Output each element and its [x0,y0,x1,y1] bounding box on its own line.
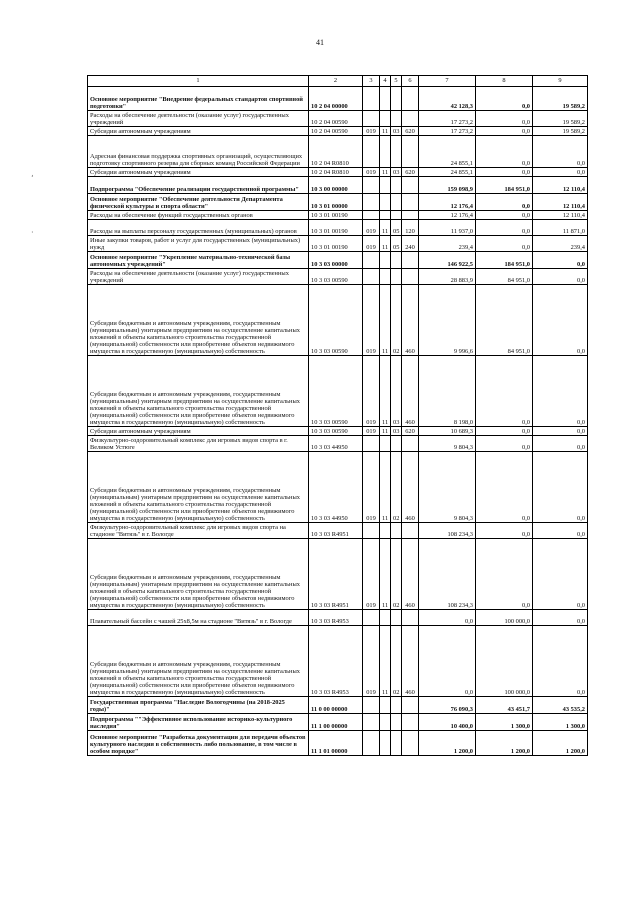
ministry-code: 019 [363,427,380,436]
expense-type-code [402,523,419,539]
target-code: 10 2 04 R0810 [309,136,363,168]
amount-year-1: 24 855,1 [419,136,476,168]
target-code: 10 3 03 00590 [309,269,363,285]
expense-type-code: 460 [402,356,419,427]
section-code: 11 [380,452,391,523]
amount-year-2: 0,0 [476,452,533,523]
column-header: 1 [88,76,309,87]
item-name: Расходы на обеспечение функций государственных органов [88,211,309,220]
table-row [88,731,588,756]
expense-type-code [402,136,419,168]
expense-type-code: 120 [402,220,419,236]
expense-type-code [402,436,419,452]
table-row [88,626,588,697]
ministry-code: 019 [363,452,380,523]
target-code: 10 3 01 00000 [309,194,363,211]
item-name: Подпрограмма "Обеспечение реализации государственной программы" [88,177,309,194]
section-code [380,87,391,111]
item-name: Государственная программа "Наследие Вологодчины (на 2018-2025 годы)" [88,697,309,714]
section-code [380,269,391,285]
amount-year-2: 43 451,7 [476,697,533,714]
ministry-code [363,610,380,626]
section-code: 11 [380,220,391,236]
amount-year-3: 0,0 [533,626,588,697]
item-name: Субсидии бюджетным и автономным учреждениям, государственным (муниципальным) унитарным предприятиям на осуществление капитальных вложений в объекты капитального строительства государственной (муниципальной) собственности или приобретение объектов недвижимого имущества в государственную (муниципальную) собственность [88,626,309,697]
amount-year-3: 0,0 [533,427,588,436]
amount-year-3: 0,0 [533,436,588,452]
section-code [380,714,391,731]
section-code: 11 [380,539,391,610]
amount-year-3: 0,0 [533,539,588,610]
target-code: 10 3 03 44950 [309,452,363,523]
section-code [380,111,391,127]
subsection-code: 02 [391,626,402,697]
amount-year-1: 10 689,3 [419,427,476,436]
section-code: 11 [380,236,391,252]
section-code [380,731,391,756]
amount-year-2: 0,0 [476,211,533,220]
amount-year-3: 11 871,0 [533,220,588,236]
table-row [88,523,588,539]
ministry-code: 019 [363,236,380,252]
amount-year-2: 0,0 [476,523,533,539]
section-code [380,697,391,714]
expense-type-code [402,211,419,220]
amount-year-2: 1 300,0 [476,714,533,731]
table-row [88,236,588,252]
amount-year-3: 19 589,2 [533,111,588,127]
subsection-code [391,436,402,452]
item-name: Иные закупки товаров, работ и услуг для государственных (муниципальных) нужд [88,236,309,252]
ministry-code [363,523,380,539]
expense-type-code [402,714,419,731]
item-name: Физкультурно-оздоровительный комплекс для игровых видов спорта в г. Великом Устюге [88,436,309,452]
amount-year-3: 19 589,2 [533,87,588,111]
target-code: 10 3 03 R4953 [309,610,363,626]
amount-year-2: 0,0 [476,136,533,168]
table-row [88,356,588,427]
subsection-code: 03 [391,127,402,136]
amount-year-3: 0,0 [533,252,588,269]
target-code: 10 3 03 44950 [309,436,363,452]
item-name: Основное мероприятие "Внедрение федеральных стандартов спортивной подготовки" [88,87,309,111]
table-row [88,211,588,220]
amount-year-3: 43 535,2 [533,697,588,714]
target-code: 10 3 03 00000 [309,252,363,269]
amount-year-1: 0,0 [419,626,476,697]
ministry-code [363,111,380,127]
table-row [88,714,588,731]
amount-year-1: 108 234,3 [419,539,476,610]
table-row [88,427,588,436]
expense-type-code [402,111,419,127]
item-name: Расходы на выплаты персоналу государственных (муниципальных) органов [88,220,309,236]
table-row [88,111,588,127]
subsection-code [391,523,402,539]
target-code: 10 3 03 00590 [309,285,363,356]
expense-type-code: 460 [402,626,419,697]
amount-year-3: 0,0 [533,610,588,626]
target-code: 10 2 04 00590 [309,111,363,127]
amount-year-2: 184 951,0 [476,252,533,269]
margin-mark: ¸ [31,168,34,177]
table-row [88,610,588,626]
amount-year-3: 0,0 [533,168,588,177]
ministry-code: 019 [363,285,380,356]
item-name: Подпрограмма ""Эффективное использование историко-культурного наследия" [88,714,309,731]
item-name: Расходы на обеспечение деятельности (оказание услуг) государственных учреждений [88,269,309,285]
amount-year-2: 100 000,0 [476,626,533,697]
table-row [88,220,588,236]
amount-year-1: 0,0 [419,610,476,626]
ministry-code [363,177,380,194]
target-code: 10 3 03 00590 [309,427,363,436]
amount-year-2: 0,0 [476,220,533,236]
item-name: Субсидии бюджетным и автономным учреждениям, государственным (муниципальным) унитарным предприятиям на осуществление капитальных вложений в объекты капитального строительства государственной (муниципальной) собственности или приобретение объектов недвижимого имущества в государственную (муниципальную) собственность [88,285,309,356]
section-code: 11 [380,356,391,427]
subsection-code: 03 [391,168,402,177]
section-code: 11 [380,127,391,136]
margin-mark: · [31,228,34,237]
subsection-code [391,194,402,211]
item-name: Субсидии автономным учреждениям [88,427,309,436]
amount-year-1: 17 273,2 [419,127,476,136]
expense-type-code [402,731,419,756]
amount-year-1: 146 922,5 [419,252,476,269]
section-code: 11 [380,168,391,177]
item-name: Плавательный бассейн с чашей 25х8,5м на стадионе "Витязь" в г. Вологде [88,610,309,626]
target-code: 10 2 04 00000 [309,87,363,111]
amount-year-3: 19 589,2 [533,127,588,136]
ministry-code [363,269,380,285]
amount-year-2: 84 951,0 [476,269,533,285]
amount-year-2: 84 951,0 [476,285,533,356]
section-code [380,252,391,269]
subsection-code [391,211,402,220]
subsection-code [391,111,402,127]
ministry-code: 019 [363,168,380,177]
ministry-code: 019 [363,220,380,236]
table-row [88,539,588,610]
amount-year-3: 0,0 [533,523,588,539]
subsection-code: 02 [391,285,402,356]
expense-type-code: 620 [402,168,419,177]
amount-year-3: 0,0 [533,136,588,168]
subsection-code: 02 [391,539,402,610]
ministry-code: 019 [363,127,380,136]
amount-year-3: 12 110,4 [533,211,588,220]
amount-year-2: 0,0 [476,427,533,436]
page-number: 41 [316,38,324,47]
column-header: 7 [419,76,476,87]
amount-year-1: 10 400,0 [419,714,476,731]
table-row [88,177,588,194]
column-header: 3 [363,76,380,87]
amount-year-1: 12 176,4 [419,211,476,220]
expense-type-code: 460 [402,285,419,356]
subsection-code [391,136,402,168]
amount-year-1: 239,4 [419,236,476,252]
amount-year-1: 9 996,6 [419,285,476,356]
section-code [380,194,391,211]
subsection-code [391,714,402,731]
target-code: 10 2 04 00590 [309,127,363,136]
column-header: 9 [533,76,588,87]
amount-year-1: 76 090,3 [419,697,476,714]
table-row [88,436,588,452]
expense-type-code: 460 [402,539,419,610]
table-row [88,127,588,136]
amount-year-3: 0,0 [533,356,588,427]
table-row [88,194,588,211]
section-code [380,136,391,168]
section-code: 11 [380,427,391,436]
amount-year-1: 24 855,1 [419,168,476,177]
expense-type-code [402,177,419,194]
item-name: Адресная финансовая поддержка спортивных организаций, осуществляющих подготовку спортивного резерва для сборных команд Российской Федерации [88,136,309,168]
expense-type-code: 240 [402,236,419,252]
header-row [88,76,588,87]
amount-year-3: 12 110,4 [533,194,588,211]
expense-type-code [402,697,419,714]
amount-year-1: 1 200,0 [419,731,476,756]
expense-type-code: 460 [402,452,419,523]
column-header: 5 [391,76,402,87]
amount-year-1: 17 273,2 [419,111,476,127]
section-code [380,610,391,626]
column-header: 2 [309,76,363,87]
amount-year-2: 0,0 [476,111,533,127]
ministry-code [363,194,380,211]
table-row [88,269,588,285]
table-row [88,87,588,111]
item-name: Основное мероприятие "Разработка документации для передачи объектов культурного наследия в собственность либо пользование, в том числе в особом порядке" [88,731,309,756]
item-name: Субсидии бюджетным и автономным учреждениям, государственным (муниципальным) унитарным предприятиям на осуществление капитальных вложений в объекты капитального строительства государственной (муниципальной) собственности или приобретение объектов недвижимого имущества в государственную (муниципальную) собственность [88,356,309,427]
expense-type-code: 620 [402,127,419,136]
budget-table-body [88,87,588,756]
ministry-code: 019 [363,539,380,610]
target-code: 10 2 04 R0810 [309,168,363,177]
section-code: 11 [380,285,391,356]
column-header: 8 [476,76,533,87]
amount-year-2: 1 200,0 [476,731,533,756]
subsection-code [391,610,402,626]
amount-year-2: 0,0 [476,539,533,610]
subsection-code [391,252,402,269]
amount-year-1: 9 804,3 [419,452,476,523]
column-header: 6 [402,76,419,87]
item-name: Субсидии автономным учреждениям [88,168,309,177]
subsection-code [391,697,402,714]
subsection-code: 03 [391,427,402,436]
amount-year-2: 100 000,0 [476,610,533,626]
amount-year-3: 1 300,0 [533,714,588,731]
target-code: 10 3 01 00190 [309,211,363,220]
table-row [88,697,588,714]
amount-year-2: 0,0 [476,168,533,177]
amount-year-3: 0,0 [533,452,588,523]
ministry-code [363,714,380,731]
subsection-code: 02 [391,452,402,523]
target-code: 11 1 00 00000 [309,714,363,731]
section-code [380,436,391,452]
amount-year-1: 11 937,0 [419,220,476,236]
expense-type-code [402,610,419,626]
amount-year-1: 9 804,3 [419,436,476,452]
ministry-code [363,436,380,452]
table-row [88,285,588,356]
ministry-code: 019 [363,626,380,697]
amount-year-2: 184 951,0 [476,177,533,194]
ministry-code [363,731,380,756]
ministry-code [363,252,380,269]
ministry-code [363,87,380,111]
target-code: 10 3 01 00190 [309,236,363,252]
expense-type-code [402,269,419,285]
item-name: Субсидии бюджетным и автономным учреждениям, государственным (муниципальным) унитарным предприятиям на осуществление капитальных вложений в объекты капитального строительства государственной (муниципальной) собственности или приобретение объектов недвижимого имущества в государственную (муниципальную) собственность [88,539,309,610]
amount-year-2: 0,0 [476,127,533,136]
amount-year-1: 42 128,3 [419,87,476,111]
ministry-code: 019 [363,356,380,427]
ministry-code [363,136,380,168]
subsection-code [391,731,402,756]
item-name: Основное мероприятие "Обеспечение деятельности Департамента физической культуры и спорта области" [88,194,309,211]
amount-year-3: 239,4 [533,236,588,252]
table-row [88,252,588,269]
amount-year-1: 159 098,9 [419,177,476,194]
expense-type-code [402,252,419,269]
table-row [88,168,588,177]
column-header: 4 [380,76,391,87]
ministry-code [363,211,380,220]
target-code: 10 3 03 R4951 [309,523,363,539]
subsection-code: 03 [391,356,402,427]
target-code: 10 3 03 R4953 [309,626,363,697]
subsection-code: 05 [391,236,402,252]
target-code: 10 3 01 00190 [309,220,363,236]
expense-type-code [402,194,419,211]
expense-type-code [402,87,419,111]
section-code: 11 [380,626,391,697]
target-code: 10 3 00 00000 [309,177,363,194]
target-code: 10 3 03 R4951 [309,539,363,610]
section-code [380,211,391,220]
amount-year-1: 28 883,9 [419,269,476,285]
amount-year-1: 108 234,3 [419,523,476,539]
amount-year-3: 12 110,4 [533,177,588,194]
amount-year-3: 0,0 [533,285,588,356]
expense-type-code: 620 [402,427,419,436]
amount-year-2: 0,0 [476,194,533,211]
subsection-code [391,177,402,194]
item-name: Субсидии автономным учреждениям [88,127,309,136]
amount-year-2: 0,0 [476,356,533,427]
table-row [88,452,588,523]
amount-year-1: 8 198,0 [419,356,476,427]
section-code [380,177,391,194]
item-name: Расходы на обеспечение деятельности (оказание услуг) государственных учреждений [88,111,309,127]
target-code: 10 3 03 00590 [309,356,363,427]
amount-year-3: 0,0 [533,269,588,285]
ministry-code [363,697,380,714]
target-code: 11 1 01 00000 [309,731,363,756]
item-name: Основное мероприятие "Укрепление материально-технической базы автономных учреждений" [88,252,309,269]
amount-year-1: 12 176,4 [419,194,476,211]
amount-year-3: 1 200,0 [533,731,588,756]
table-row [88,136,588,168]
item-name: Субсидии бюджетным и автономным учреждениям, государственным (муниципальным) унитарным предприятиям на осуществление капитальных вложений в объекты капитального строительства государственной (муниципальной) собственности или приобретение объектов недвижимого имущества в государственную (муниципальную) собственность [88,452,309,523]
amount-year-2: 0,0 [476,87,533,111]
target-code: 11 0 00 00000 [309,697,363,714]
subsection-code [391,87,402,111]
subsection-code [391,269,402,285]
amount-year-2: 0,0 [476,436,533,452]
budget-table [87,75,588,756]
amount-year-2: 0,0 [476,236,533,252]
item-name: Физкультурно-оздоровительный комплекс для игровых видов спорта на стадионе "Витязь" в г. Вологде [88,523,309,539]
subsection-code: 05 [391,220,402,236]
section-code [380,523,391,539]
